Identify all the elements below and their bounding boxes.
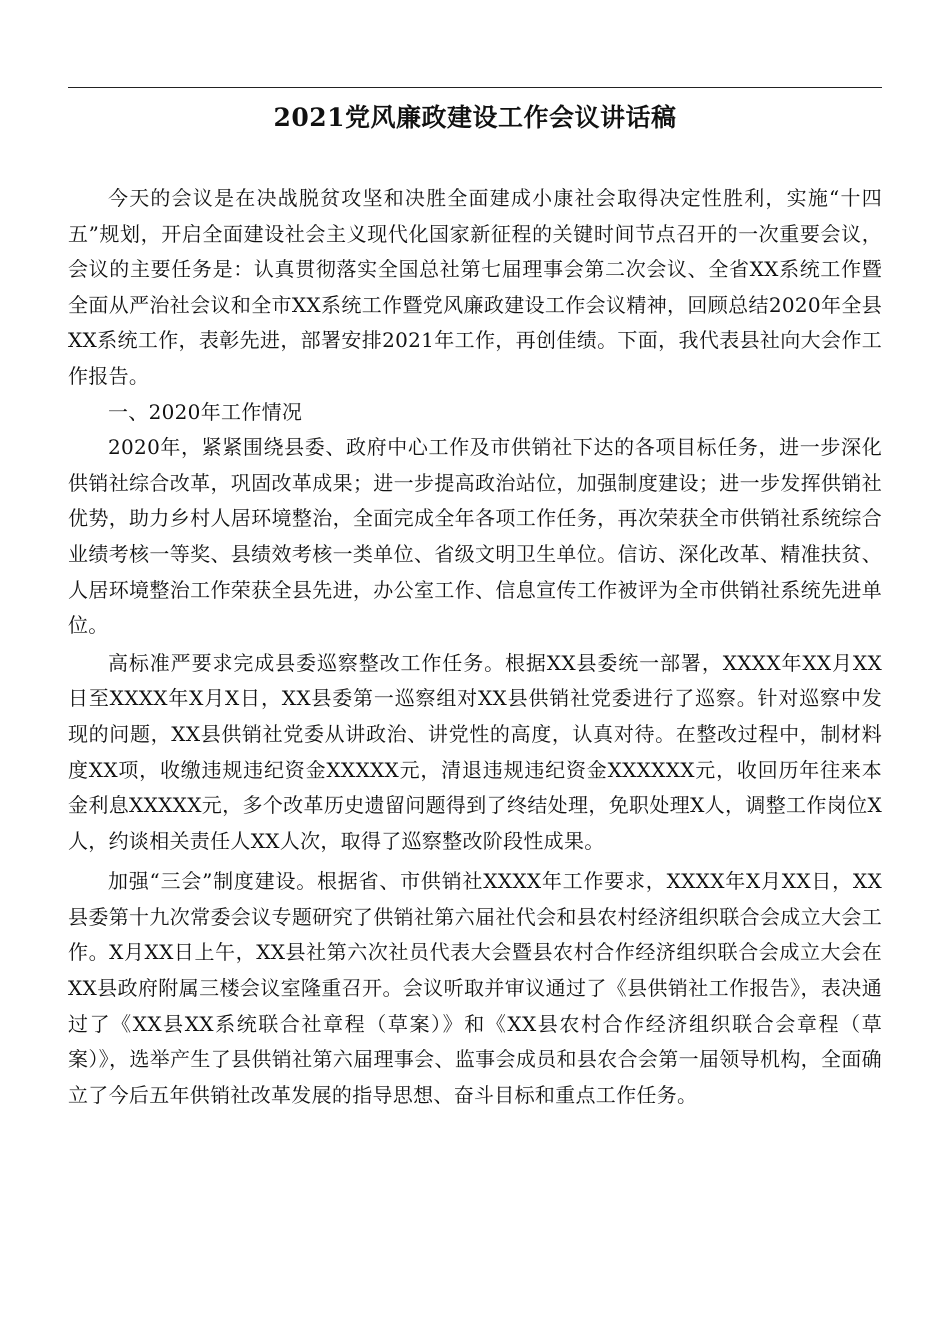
paragraph-three-meetings: 加强“三会”制度建设。根据省、市供销社XXXX年工作要求，XXXX年X月XX日，XX县委第十九次常委会议专题研究了供销社第六届社代会和县农村经济组织联合会成立大会工作。X月XX日上午，XX县社第六次社员代表大会暨县农村合作经济组织联合会成立大会在XX县政府附属三楼会议室隆重召开。会议听取并审议通过了《县供销社工作报告》，表决通过了《XX县XX系统联合社章程（草案）》和《XX县农村合作经济组织联合会章程（草案）》，选举产生了县供销社第六届理事会、监事会成员和县农合会第一届领导机构，全面确立了今后五年供销社改革发展的指导思想、奋斗目标和重点工作任务。 <box>68 869 882 1107</box>
paragraph-intro: 今天的会议是在决战脱贫攻坚和决胜全面建成小康社会取得决定性胜利，实施“十四五”规划，开启全面建设社会主义现代化国家新征程的关键时间节点召开的一次重要会议，会议的主要任务是：认真贯彻落实全国总社第七届理事会第二次会议、全省XX系统工作暨全面从严治社会议和全市XX系统工作暨党风廉政建设工作会议精神，回顾总结2020年全县XX系统工作，表彰先进，部署安排2021年工作，再创佳绩。下面，我代表县社向大会作工作报告。 <box>68 186 882 388</box>
paragraph-2020-summary: 2020年，紧紧围绕县委、政府中心工作及市供销社下达的各项目标任务，进一步深化供销社综合改革，巩固改革成果；进一步提高政治站位，加强制度建设；进一步发挥供销社优势，助力乡村人居环境整治，全面完成全年各项工作任务，再次荣获全市供销社系统综合业绩考核一等奖、县绩效考核一类单位、省级文明卫生单位。信访、深化改革、精准扶贫、人居环境整治工作荣获全县先进，办公室工作、信息宣传工作被评为全市供销社系统先进单位。 <box>68 435 882 638</box>
header-rule <box>68 87 882 88</box>
document-title: 2021党风廉政建设工作会议讲话稿 <box>273 103 677 132</box>
paragraph-inspection-rectification: 高标准严要求完成县委巡察整改工作任务。根据XX县委统一部署，XXXX年XX月XX日至XXXX年X月X日，XX县委第一巡察组对XX县供销社党委进行了巡察。针对巡察中发现的问题，XX县供销社党委从讲政治、讲党性的高度，认真对待。在整改过程中，制材料度XX项，收缴违规违纪资金XXXXX元，清退违规违纪资金XXXXXX元，收回历年往来本金利息XXXXX元，多个改革历史遗留问题得到了终结处理，免职处理X人，调整工作岗位X人，约谈相关责任人XX人次，取得了巡察整改阶段性成果。 <box>68 650 882 853</box>
document-body <box>68 181 882 1113</box>
section-heading-2020-work: 一、2020年工作情况 <box>108 399 303 424</box>
